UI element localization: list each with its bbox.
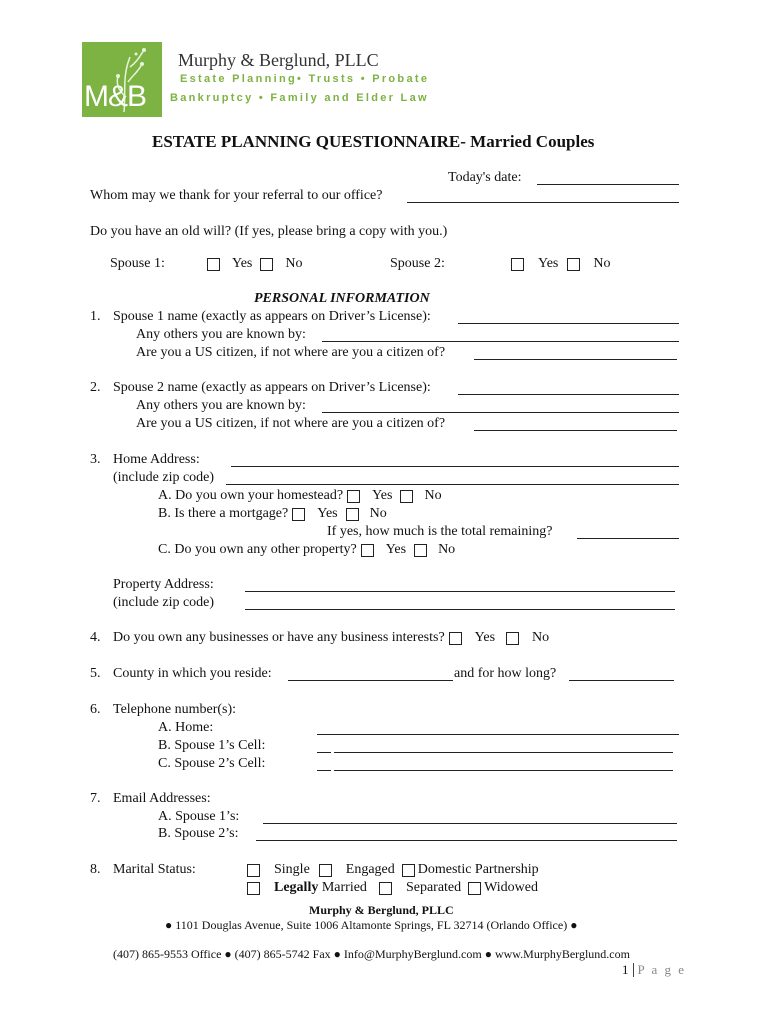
business-yes-checkbox[interactable] xyxy=(449,632,462,645)
q2-name-field[interactable] xyxy=(458,394,679,395)
practice-areas-line2: Bankruptcy • Family and Elder Law xyxy=(170,92,429,104)
mortgage-no-checkbox[interactable] xyxy=(346,508,359,521)
q3-number: 3. xyxy=(90,452,101,467)
q8-label: Marital Status: xyxy=(113,862,196,877)
home-address-field[interactable] xyxy=(231,466,679,467)
q3a-label: A. Do you own your homestead? xyxy=(158,488,344,503)
q2-citizen-field[interactable] xyxy=(474,430,677,431)
property-address-label: Property Address: xyxy=(113,577,214,592)
q5-label: County in which you reside: xyxy=(113,666,272,681)
todays-date-label: Today's date: xyxy=(448,170,522,185)
mortgage-remaining-field[interactable] xyxy=(577,538,679,539)
legally-label: Legally xyxy=(274,880,319,895)
spouse1-cell-field[interactable] xyxy=(334,752,673,753)
widowed-label: Widowed xyxy=(484,880,539,895)
q4-label: Do you own any businesses or have any business interests? xyxy=(113,630,445,645)
q3-zip-label: (include zip code) xyxy=(113,470,215,485)
q3c-label: C. Do you own any other property? xyxy=(158,542,357,557)
firm-logo xyxy=(82,42,162,117)
home-address-line2-field[interactable] xyxy=(226,484,679,485)
spouse2-cell-label: C. Spouse 2’s Cell: xyxy=(158,756,266,771)
homestead-no-label: No xyxy=(424,488,442,503)
todays-date-field[interactable] xyxy=(537,184,679,185)
other-property-no-checkbox[interactable] xyxy=(414,544,427,557)
section-heading: PERSONAL INFORMATION xyxy=(254,291,430,306)
q5-number: 5. xyxy=(90,666,101,681)
mortgage-yes-checkbox[interactable] xyxy=(292,508,305,521)
page-separator xyxy=(633,963,634,977)
page-number: 1 xyxy=(622,962,629,977)
property-zip-label: (include zip code) xyxy=(113,595,215,610)
other-property-yes-label: Yes xyxy=(385,542,407,557)
spouse2-will-yes-checkbox[interactable] xyxy=(511,258,524,271)
spouse1-will-yes-checkbox[interactable] xyxy=(207,258,220,271)
homestead-no-checkbox[interactable] xyxy=(400,490,413,503)
firm-name: Murphy & Berglund, PLLC xyxy=(178,50,379,70)
q7-number: 7. xyxy=(90,791,101,806)
footer-firm-name: Murphy & Berglund, PLLC xyxy=(309,903,454,917)
homestead-yes-label: Yes xyxy=(372,488,393,503)
q1-others-label: Any others you are known by: xyxy=(136,327,306,342)
footer-contact: (407) 865-9553 Office ● (407) 865-5742 Fax ● Info@MurphyBerglund.com ● www.MurphyBerglund.com xyxy=(113,947,630,961)
spouse2-email-field[interactable] xyxy=(256,840,677,841)
practice-areas-line1: Estate Planning• Trusts • Probate xyxy=(180,73,430,85)
single-checkbox[interactable] xyxy=(247,864,260,877)
q8-number: 8. xyxy=(90,862,101,877)
q1-number: 1. xyxy=(90,309,101,324)
q4-number: 4. xyxy=(90,630,101,645)
spouse1-cell-prefix-field[interactable] xyxy=(317,752,331,753)
widowed-checkbox[interactable] xyxy=(468,882,481,895)
q1-label: Spouse 1 name (exactly as appears on Driver’s License): xyxy=(113,309,431,324)
business-no-checkbox[interactable] xyxy=(506,632,519,645)
spouse1-will-no-label: No xyxy=(285,256,303,271)
other-property-no-label: No xyxy=(438,542,456,557)
q7-label: Email Addresses: xyxy=(113,791,211,806)
q1-others-field[interactable] xyxy=(322,341,679,342)
q1-citizen-field[interactable] xyxy=(474,359,677,360)
engaged-checkbox[interactable] xyxy=(319,864,332,877)
property-address-field[interactable] xyxy=(245,591,675,592)
homestead-yes-checkbox[interactable] xyxy=(347,490,360,503)
engaged-label: Engaged xyxy=(345,862,395,877)
mortgage-remaining-label: If yes, how much is the total remaining? xyxy=(327,524,553,539)
old-will-spouse2-label: Spouse 2: xyxy=(390,256,445,271)
business-no-label: No xyxy=(532,630,550,645)
domestic-partnership-checkbox[interactable] xyxy=(402,864,415,877)
old-will-spouse1-label: Spouse 1: xyxy=(110,256,165,271)
legally-married-checkbox[interactable] xyxy=(247,882,260,895)
single-label: Single xyxy=(274,862,310,877)
mortgage-yes-label: Yes xyxy=(317,506,338,521)
q1-name-field[interactable] xyxy=(458,323,679,324)
home-phone-field[interactable] xyxy=(317,734,679,735)
q5-how-long-label: and for how long? xyxy=(454,666,557,681)
page-label: P a g e xyxy=(637,962,687,977)
spouse2-will-yes-label: Yes xyxy=(538,256,559,271)
old-will-question: Do you have an old will? (If yes, please bring a copy with you.) xyxy=(90,224,448,239)
logo-letters: M&B xyxy=(84,80,147,113)
domestic-partnership-label: Domestic Partnership xyxy=(417,862,539,877)
spouse1-will-no-checkbox[interactable] xyxy=(260,258,273,271)
q6-number: 6. xyxy=(90,702,101,717)
spouse2-email-label: B. Spouse 2’s: xyxy=(158,826,239,841)
referral-field[interactable] xyxy=(407,202,679,203)
mortgage-no-label: No xyxy=(369,506,387,521)
page-title: ESTATE PLANNING QUESTIONNAIRE- Married Couples xyxy=(152,132,595,151)
spouse2-cell-prefix-field[interactable] xyxy=(317,770,331,771)
spouse1-will-yes-label: Yes xyxy=(232,256,253,271)
q2-others-field[interactable] xyxy=(322,412,679,413)
property-address-line2-field[interactable] xyxy=(245,609,675,610)
county-field[interactable] xyxy=(288,680,453,681)
q2-label: Spouse 2 name (exactly as appears on Driver’s License): xyxy=(113,380,431,395)
q1-citizen-label: Are you a US citizen, if not where are you a citizen of? xyxy=(136,345,446,360)
q2-number: 2. xyxy=(90,380,101,395)
separated-checkbox[interactable] xyxy=(379,882,392,895)
separated-label: Separated xyxy=(405,880,462,895)
q3-label: Home Address: xyxy=(113,452,200,467)
married-label: Married xyxy=(318,880,367,895)
spouse2-will-no-checkbox[interactable] xyxy=(567,258,580,271)
spouse2-cell-field[interactable] xyxy=(334,770,673,771)
spouse1-email-field[interactable] xyxy=(263,823,677,824)
spouse1-cell-label: B. Spouse 1’s Cell: xyxy=(158,738,266,753)
q2-others-label: Any others you are known by: xyxy=(136,398,306,413)
q3b-label: B. Is there a mortgage? xyxy=(158,506,289,521)
q2-citizen-label: Are you a US citizen, if not where are you a citizen of? xyxy=(136,416,446,431)
spouse1-email-label: A. Spouse 1’s: xyxy=(158,809,240,824)
footer-address: ● 1101 Douglas Avenue, Suite 1006 Altamonte Springs, FL 32714 (Orlando Office) ● xyxy=(165,918,578,932)
referral-label: Whom may we thank for your referral to our office? xyxy=(90,188,383,203)
q6-label: Telephone number(s): xyxy=(113,702,237,717)
other-property-yes-checkbox[interactable] xyxy=(361,544,374,557)
home-phone-label: A. Home: xyxy=(158,720,214,735)
business-yes-label: Yes xyxy=(474,630,496,645)
spouse2-will-no-label: No xyxy=(593,256,611,271)
county-duration-field[interactable] xyxy=(569,680,674,681)
